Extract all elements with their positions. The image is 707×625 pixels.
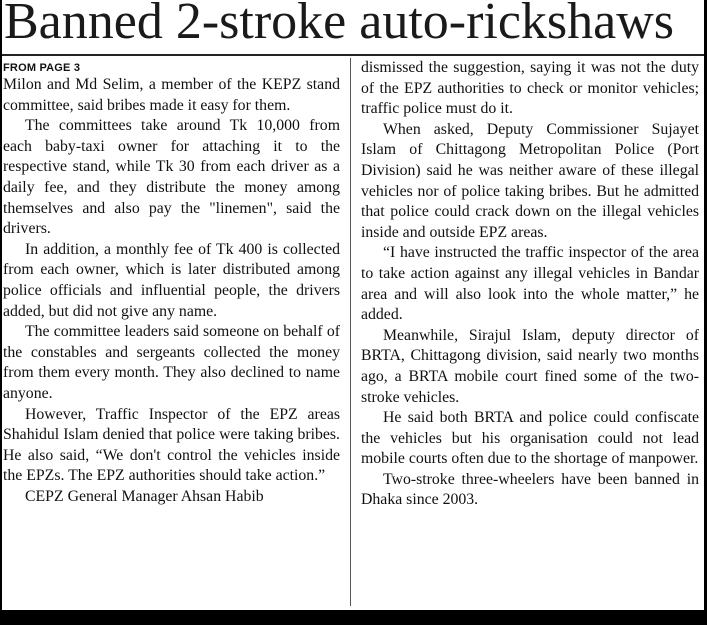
article-column-right <box>361 58 699 608</box>
paragraph: When asked, Deputy Commissioner Sujayet Islam of Chittagong Metropolitan Police (Port Division) said he was neither aware of these illegal vehicles nor of police taking bribes. But he admitted that police could crack down on the illegal vehicles inside and outside EPZ areas. <box>361 120 699 241</box>
continuation-slug: FROM PAGE 3 <box>3 62 81 74</box>
paragraph: He said both BRTA and police could confiscate the vehicles but his organisation could not lead mobile courts often due to the shortage of manpower. <box>361 409 699 468</box>
headline-rule <box>2 54 704 56</box>
article-column-left <box>3 58 340 608</box>
page-border-bottom <box>0 610 707 625</box>
column-divider <box>350 58 351 606</box>
page-border-left <box>0 0 2 610</box>
paragraph: Meanwhile, Sirajul Islam, deputy director of BRTA, Chittagong division, said nearly two months ago, a BRTA mobile court fined some of the two-stroke vehicles. <box>361 326 699 406</box>
paragraph: However, Traffic Inspector of the EPZ areas Shahidul Islam denied that police were taking bribes. He also said, “We don't control the vehicles inside the EPZs. The EPZ authorities should take action.” <box>3 405 340 485</box>
paragraph: dismissed the suggestion, saying it was not the duty of the EPZ authorities to check or monitor vehicles; traffic police must do it. <box>361 59 699 118</box>
paragraph: In addition, a monthly fee of Tk 400 is collected from each owner, which is later distributed among police officials and influential people, the drivers added, but did not give any name. <box>3 240 340 320</box>
paragraph: CEPZ General Manager Ahsan Habib <box>25 487 264 505</box>
paragraph: Two-stroke three-wheelers have been banned in Dhaka since 2003. <box>361 470 699 509</box>
paragraph: The committee leaders said someone on behalf of the constables and sergeants collected the money from them every month. They also declined to name anyone. <box>3 323 340 402</box>
paragraph: The committees take around Tk 10,000 from each baby-taxi owner for attaching it to the respective stand, while Tk 30 from each driver as a daily fee, and they distribute the money among themselves and also pay the "linemen", said the drivers. <box>3 117 340 238</box>
headline: Banned 2-stroke auto-rickshaws <box>4 0 675 50</box>
paragraph: “I have instructed the traffic inspector of the area to take action against any illegal vehicles in Bandar area and will also look into the whole matter,” he added. <box>361 244 699 324</box>
paragraph: Milon and Md Selim, a member of the KEPZ stand committee, said bribes made it easy for them. <box>3 76 340 114</box>
